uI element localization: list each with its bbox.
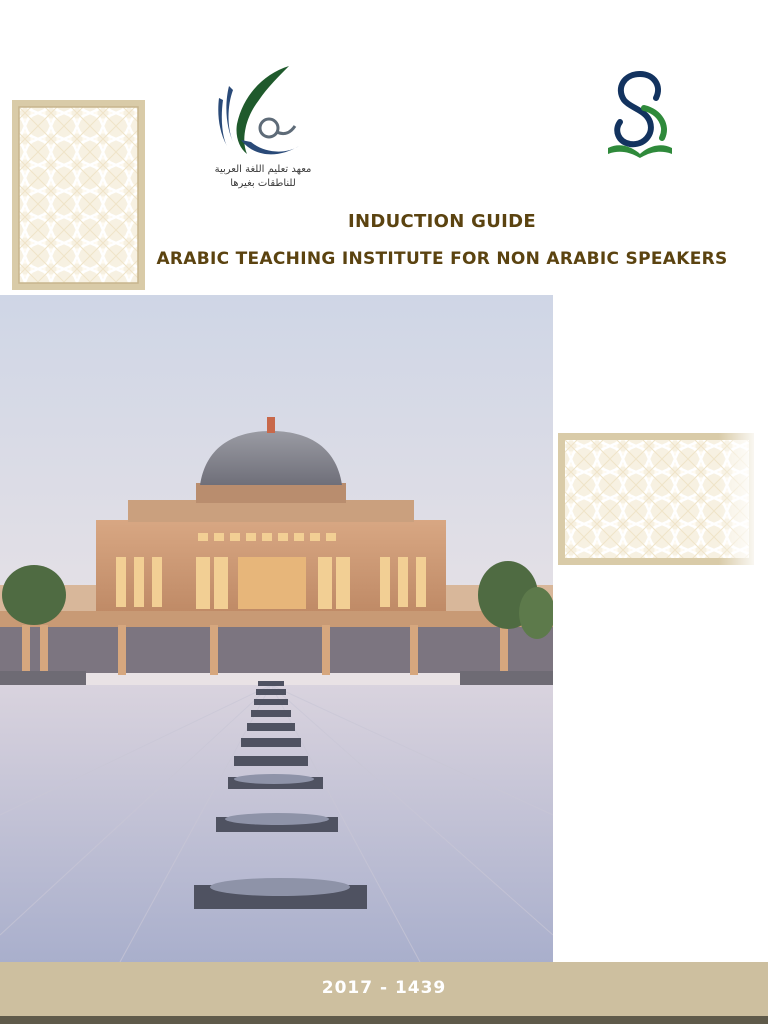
bottom-rule: [0, 1016, 768, 1024]
footer-band: [0, 962, 768, 1016]
institute-name-arabic-line2: للناطقات بغيرها: [230, 178, 296, 189]
university-logo-icon: [596, 68, 682, 160]
university-logo: [596, 68, 682, 186]
footer-year-range: 2017 - 1439: [321, 978, 447, 998]
institute-name-arabic-line1: معهد تعليم اللغة العربية: [214, 164, 312, 175]
document-subtitle: ARABIC TEACHING INSTITUTE FOR NON ARABIC SPEAKERS: [156, 249, 728, 269]
campus-building-photo: [0, 295, 553, 962]
decorative-lattice-panel-right: [558, 433, 754, 565]
document-title: INDUCTION GUIDE: [348, 211, 536, 232]
institute-logo: [203, 62, 323, 192]
institute-logo-icon: [203, 62, 323, 160]
